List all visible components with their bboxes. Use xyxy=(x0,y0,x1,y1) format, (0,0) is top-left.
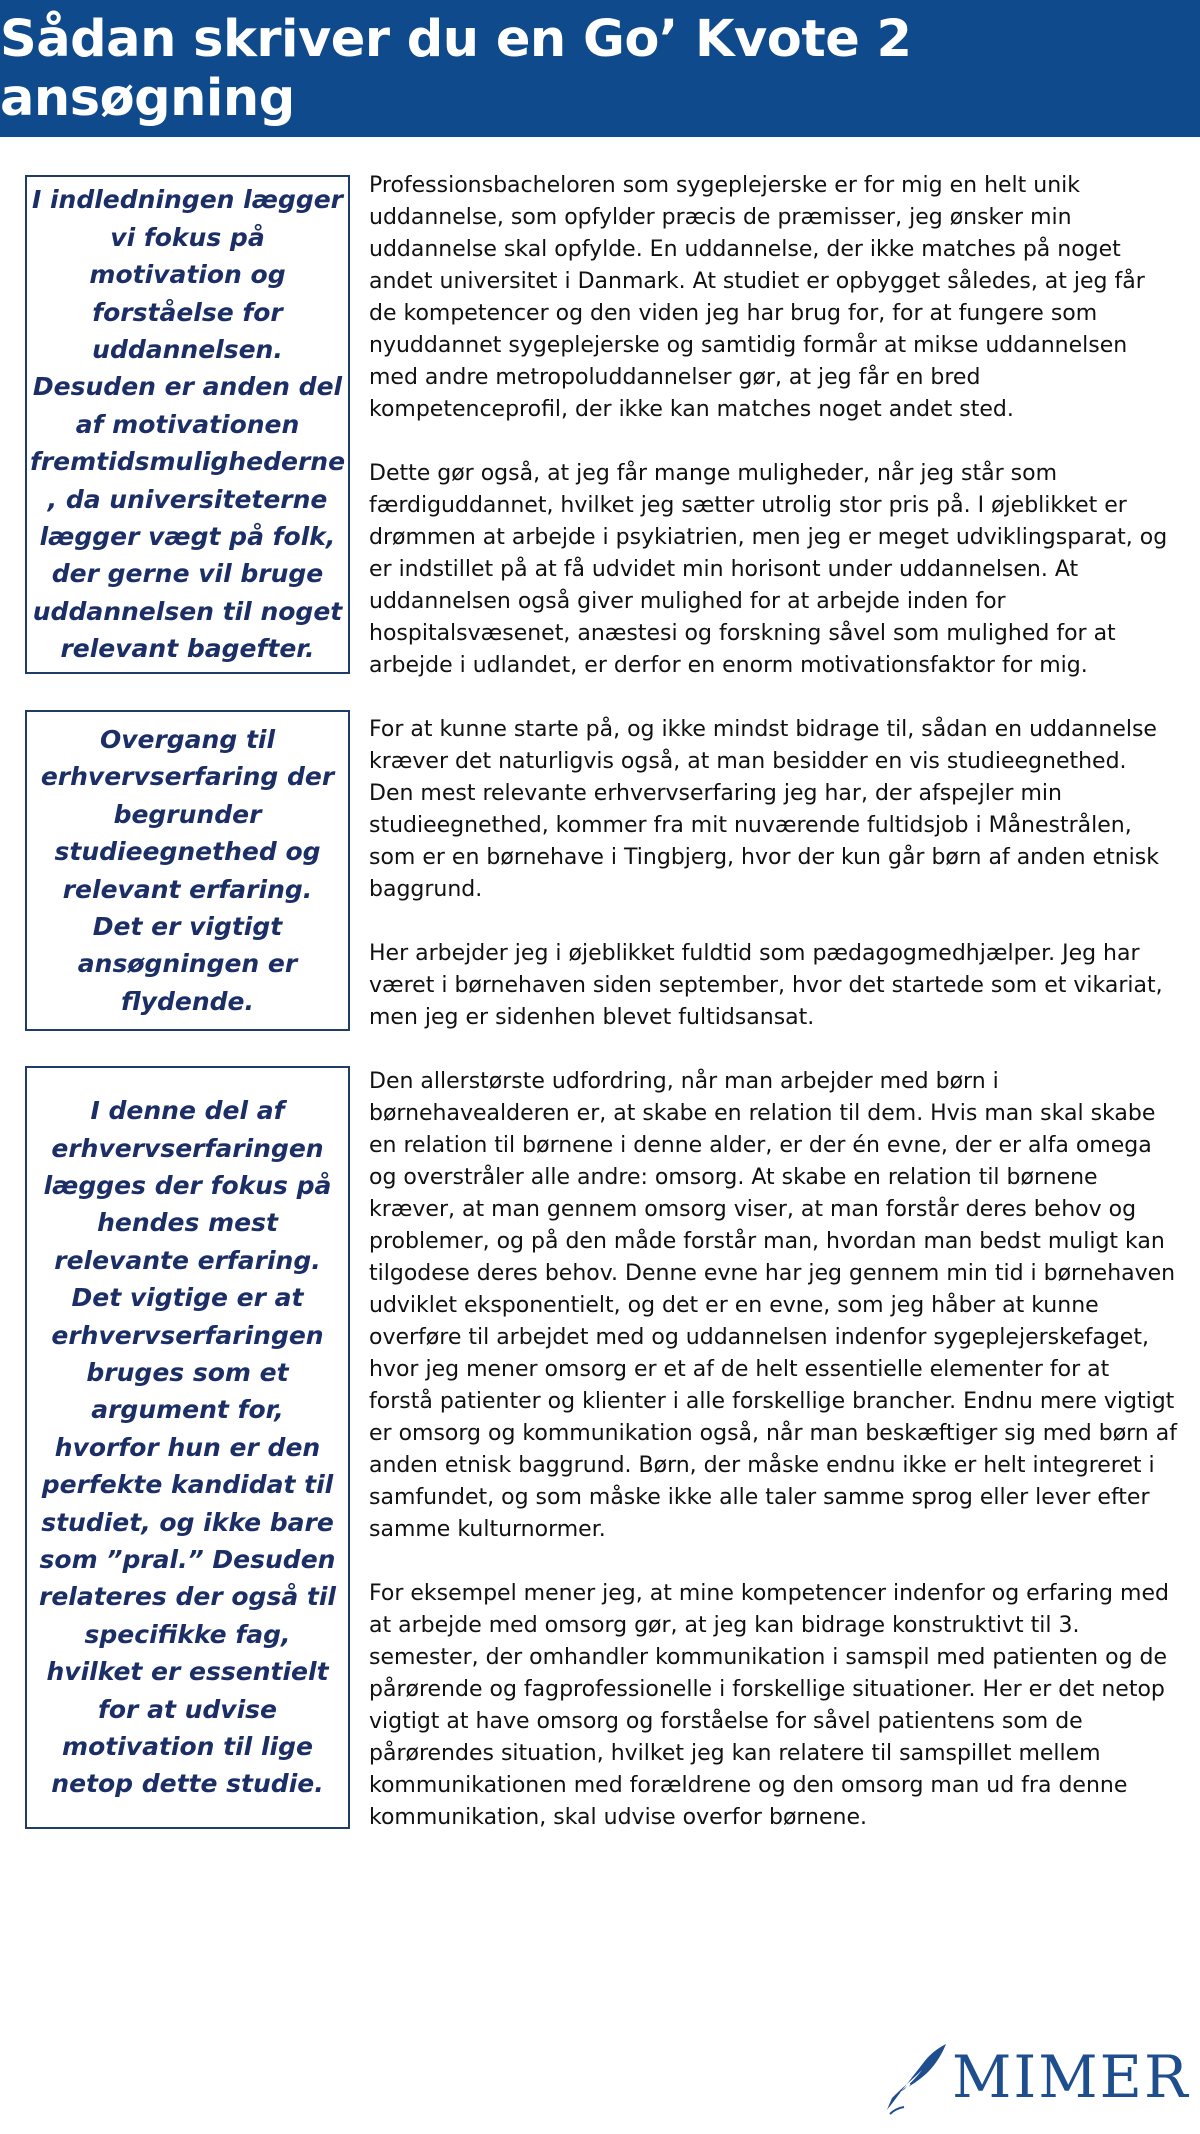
annotation-text: Overgang til erhvervserfaring der begrunder studieegnethed og relevant erfaring. Det er vigtigt ansøgningen er flydende. xyxy=(40,724,335,1016)
paragraph: Professionsbacheloren som sygeplejerske er for mig en helt unik uddannelse, som opfylder præcis de præmisser, jeg ønsker min uddannelse skal opfylde. En uddannelse, der ikke matches på noget andet universitet i Danmark. At studiet er opbygget således, at jeg får de kompetencer og den viden jeg har brug for, for at fungere som nyuddannet sygeplejerske og samtidig formår at mikse uddannelsen med andre metropoluddannelser gør, at jeg får en bred kompetenceprofil, der ikke kan matches noget andet sted. xyxy=(369,173,1145,422)
application-body xyxy=(369,170,1177,1866)
annotation-text: I indledningen lægger vi fokus på motivation og forståelse for uddannelsen. Desuden er anden del af motivationen fremtidsmulighederne , da universiteterne lægger vægt på folk, der gerne vil bruge uddannelsen til noget relevant bagefter. xyxy=(29,185,346,664)
annotation-box-transition xyxy=(25,710,350,1031)
feather-quill-icon xyxy=(880,2040,950,2115)
paragraph: Den allerstørste udfordring, når man arbejder med børn i børnehavealderen er, at skabe en relation til dem. Hvis man skal skabe en relation til børnene i denne alder, er der én evne, der er alfa omega og overstråler alle andre: omsorg. At skabe en relation til børnene kræver, at man gennem omsorg viser, at man forstår deres behov og problemer, og på den måde forstår man, hvordan man bedst muligt kan tilgodese deres behov. Denne evne har jeg gennem min tid i børnehaven udviklet eksponentielt, og det er en evne, som jeg håber at kunne overføre til arbejdet med og uddannelsen indenfor sygeplejerskefaget, hvor jeg mener omsorg er et af de helt essentielle elementer for at forstå patienter og klienter i alle forskellige brancher. Endnu mere vigtigt er omsorg og kommunikation også, når man beskæftiger sig med børn af anden etnisk baggrund. Børn, der måske endnu ikke er helt integreret i samfundet, og som måske ikke alle taler samme sprog eller lever efter samme kulturnormer. xyxy=(369,1069,1177,1542)
paragraph: For at kunne starte på, og ikke mindst bidrage til, sådan en uddannelse kræver det naturligvis også, at man besidder en vis studieegnethed. Den mest relevante erhvervserfaring jeg har, der afspejler min studieegnethed, kommer fra mit nuværende fultidsjob i Månestrålen, som er en børnehave i Tingbjerg, hvor der kun går børn af anden etnisk baggrund. xyxy=(369,717,1159,902)
paragraph: Dette gør også, at jeg får mange muligheder, når jeg står som færdiguddannet, hvilket jeg sætter utrolig stor pris på. I øjeblikket er drømmen at arbejde i psykiatrien, men jeg er meget udviklingsparat, og er indstillet på at få udvidet min horisont under uddannelsen. At uddannelsen også giver mulighed for at arbejde inden for hospitalsvæsenet, anæstesi og forskning såvel som mulighed for at arbejde i udlandet, er derfor en enorm motivationsfaktor for mig. xyxy=(369,461,1168,678)
mimer-logo xyxy=(880,2040,1190,2115)
page-title: Sådan skriver du en Go’ Kvote 2 ansøgning xyxy=(0,9,912,128)
header-banner xyxy=(0,0,1200,137)
annotation-box-experience xyxy=(25,1066,350,1829)
annotation-box-introduction xyxy=(25,175,350,674)
annotation-text: I denne del af erhvervserfaringen lægges der fokus på hendes mest relevante erfaring. Det vigtige er at erhvervserfaringen bruges som et argument for, hvorfor hun er den perfekte kandidat til studiet, og ikke bare som ”pral.” Desuden relateres der også til specifikke fag, hvilket er essentielt for at udvise motivation til lige netop dette studie. xyxy=(39,1096,336,1799)
paragraph: For eksempel mener jeg, at mine kompetencer indenfor og erfaring med at arbejde med omsorg gør, at jeg kan bidrage konstruktivt til 3. semester, der omhandler kommunikation i samspil med patienten og de pårørende og fagprofessionelle i forskellige situationer. Her er det netop vigtigt at have omsorg og forståelse for såvel patientens som de pårørendes situation, hvilket jeg kan relatere til samspillet mellem kommunikationen med forældrene og den omsorg man ud fra denne kommunikation, skal udvise overfor børnene. xyxy=(369,1581,1169,1830)
paragraph: Her arbejder jeg i øjeblikket fuldtid som pædagogmedhjælper. Jeg har været i børnehaven siden september, hvor det startede som et vikariat, men jeg er sidenhen blevet fultidsansat. xyxy=(369,941,1163,1030)
logo-wordmark: MIMER xyxy=(952,2043,1190,2111)
